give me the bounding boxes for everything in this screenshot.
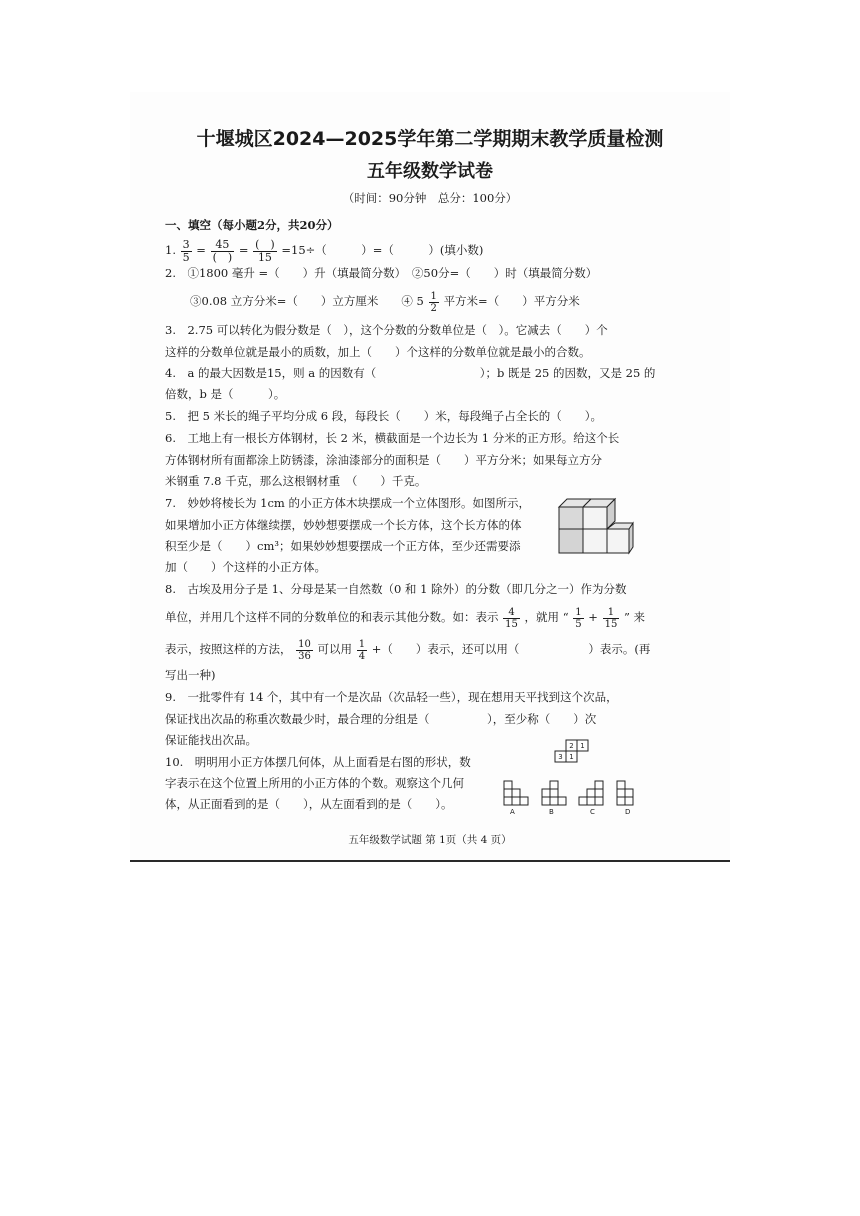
section-heading: 一、填空（每小题2分，共20分） <box>165 218 339 232</box>
option-label: A <box>510 808 515 816</box>
fraction: $\frac{3}{5}$ <box>182 237 190 264</box>
question-8-line-2: 单位，并用几个这样不同的分数单位的和表示其他分数。如：表示 $\frac{4}{15}$ ，就用 “ $\frac{1}{5}$ + $\frac{1}{15}$ ” 来 <box>165 606 646 630</box>
question-7-line-2: 如果增加小正方体继续摆，妙妙想要摆成一个长方体，这个长方体的体 <box>165 518 522 532</box>
fraction: $\frac{1}{15}$ <box>604 606 618 630</box>
exam-subtitle: 五年级数学试卷 <box>367 161 493 182</box>
fraction: $\frac{1}{5}$ <box>575 606 582 630</box>
fraction: $\frac{1}{2}$ <box>430 290 437 314</box>
fraction: $\frac{4}{15}$ <box>505 606 518 630</box>
option-b-view <box>541 778 569 808</box>
option-label: B <box>549 808 554 816</box>
question-9-line-1: 9. 一批零件有 14 个，其中有一个是次品（次品轻一些），现在想用天平找到这个次品， <box>165 690 618 704</box>
question-10-line-3: 体，从正面看到的是（ ），从左面看到的是（ ）。 <box>165 797 453 811</box>
exam-meta: （时间：90分钟 总分：100分） <box>342 191 518 205</box>
bottom-divider <box>130 860 730 862</box>
question-6-line-2: 方体钢材所有面都涂上防锈漆，涂油漆部分的面积是（ ）平方分米；如果每立方分 <box>165 453 602 467</box>
question-7-line-3: 积至少是（ ）cm³；如果妙妙想要摆成一个正方体，至少还需要添 <box>165 539 521 553</box>
fraction: $\frac{45}{( )}$ <box>212 237 233 264</box>
fraction: $\frac{( )}{15}$ <box>255 237 275 264</box>
question-5: 5. 把 5 米长的绳子平均分成 6 段，每段长（ ）米，每段绳子占全长的（ ）。 <box>165 409 602 423</box>
question-4-line-2: 倍数，b 是（ ）。 <box>165 387 286 401</box>
option-d-view <box>616 778 638 808</box>
option-label: C <box>590 808 595 816</box>
option-label: D <box>625 808 631 816</box>
option-a-view <box>503 778 531 808</box>
question-10-line-2: 字表示在这个位置上所用的小正方体的个数。观察这个几何 <box>165 776 464 790</box>
question-8-line-4: 写出一种) <box>165 668 216 682</box>
question-7-line-1: 7. 妙妙将棱长为 1cm 的小正方体木块摆成一个立体图形。如图所示， <box>165 496 530 510</box>
top-view-grid <box>553 738 593 768</box>
question-2-line-1: 2. ①1800 毫升 =（ ）升（填最简分数） ②50分=（ ）时（填最简分数） <box>165 266 598 280</box>
question-6-line-1: 6. 工地上有一根长方体钢材，长 2 米，横截面是一个边长为 1 分米的正方形。给这个长 <box>165 431 620 445</box>
grid-cell: 1 <box>569 753 574 761</box>
fraction: $\frac{1}{4}$ <box>358 638 366 662</box>
question-1: 1. $\frac{3}{5}$ = $\frac{45}{( )}$ = $\frac{( )}{15}$ =15÷（ ）=（ ）(填小数) <box>165 237 484 264</box>
grid-cell: 2 <box>569 742 574 750</box>
question-8-line-3: 表示，按照这样的方法， $\frac{10}{36}$ 可以用 $\frac{1}{4}$ +（ ）表示，还可以用（ ）表示。(再 <box>165 638 651 662</box>
grid-cell: 1 <box>580 742 585 750</box>
question-8-line-1: 8. 古埃及用分子是 1、分母是某一自然数（0 和 1 除外）的分数（即几分之一）作为分数 <box>165 582 627 596</box>
page-footer: 五年级数学试题 第 1页（共 4 页） <box>348 834 512 846</box>
question-3-line-1: 3. 2.75 可以转化为假分数是（ ），这个分数的分数单位是（ ）。它减去（ ）个 <box>165 323 608 337</box>
option-c-view <box>578 778 606 808</box>
question-3-line-2: 这样的分数单位就是最小的质数，加上（ ）个这样的分数单位就是最小的合数。 <box>165 345 591 359</box>
question-2-line-2: ③0.08 立方分米=（ ）立方厘米 ④ 5 $\frac{1}{2}$ 平方米=（ ）平方分米 <box>190 290 580 314</box>
exam-title: 十堰城区2024—2025学年第二学期期末教学质量检测 <box>196 128 664 150</box>
question-9-line-2: 保证找出次品的称重次数最少时，最合理的分组是（ ），至少称（ ）次 <box>165 712 597 726</box>
grid-cell: 3 <box>558 753 563 761</box>
question-10-line-1: 10. 明明用小正方体摆几何体，从上面看是右图的形状，数 <box>165 755 471 769</box>
cube-figure-image <box>553 495 635 559</box>
question-6-line-3: 米钢重 7.8 千克，那么这根钢材重 （ ）千克。 <box>165 474 427 488</box>
fraction: $\frac{10}{36}$ <box>298 638 311 662</box>
question-4-line-1: 4. a 的最大因数是15，则 a 的因数有（ ）；b 既是 25 的因数，又是 25 的 <box>165 366 656 380</box>
question-7-line-4: 加（ ）个这样的小正方体。 <box>165 560 326 574</box>
question-9-line-3: 保证能找出次品。 <box>165 733 257 747</box>
